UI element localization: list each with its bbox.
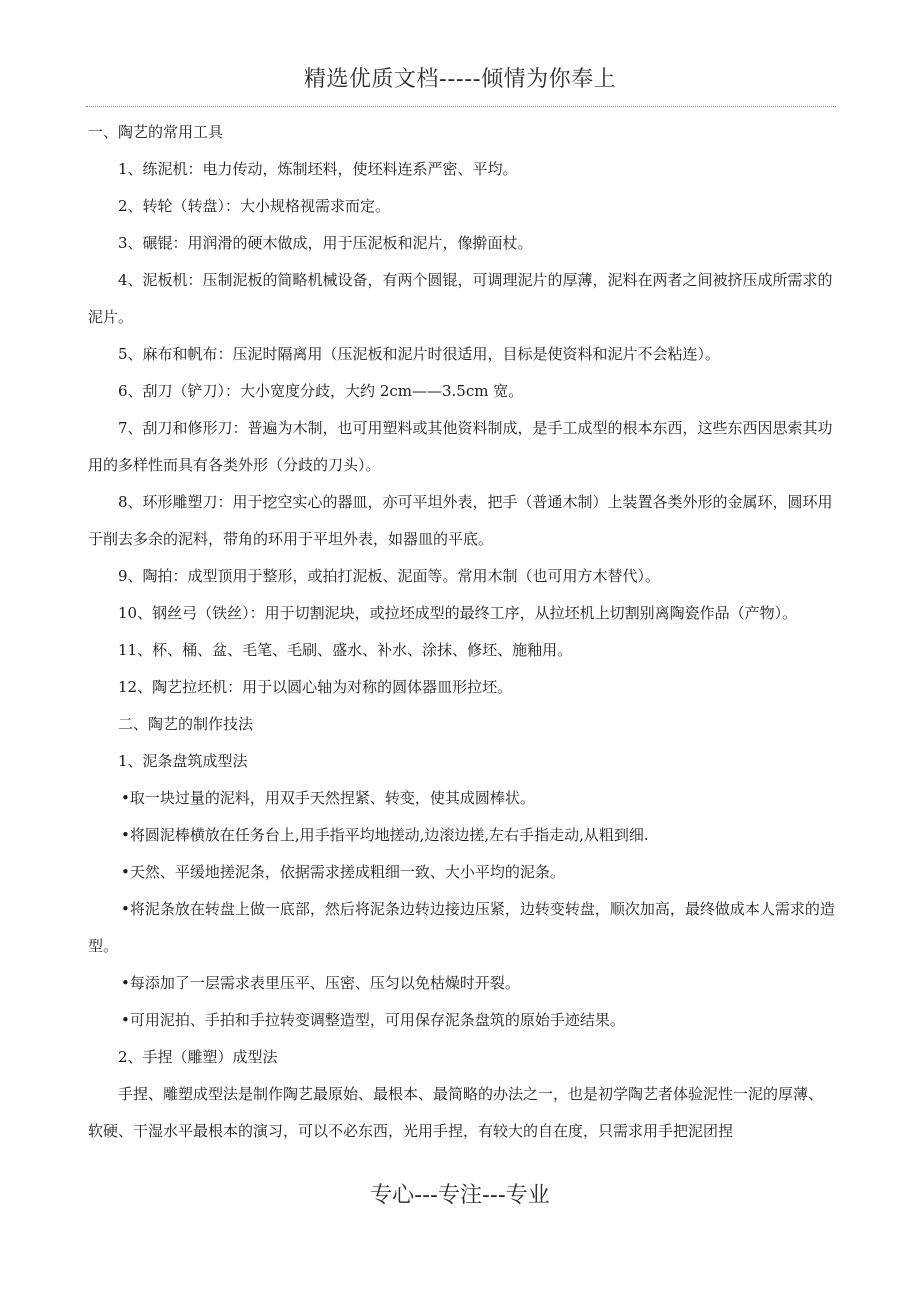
bullet-item: •将泥条放在转盘上做一底部，然后将泥条边转边接边压紧，边转变转盘，顺次加高，最终做成本人需求的造型。	[88, 900, 835, 955]
document-body	[88, 114, 836, 1150]
tool-item: 4、泥板机：压制泥板的简略机械设备，有两个圆锟，可调理泥片的厚薄，泥料在两者之间被挤压成所需求的泥片。	[88, 271, 833, 326]
tool-item: 8、环形雕塑刀：用于挖空实心的器皿，亦可平坦外表，把手（普通木制）上装置各类外形的金属环，圆环用于削去多余的泥料，带角的环用于平坦外表，如器皿的平底。	[88, 493, 833, 548]
tool-item: 2、转轮（转盘）：大小规格视需求而定。	[118, 197, 391, 215]
section-heading-techniques: 二、陶艺的制作技法	[118, 715, 254, 733]
bullet-item: •将圆泥棒横放在任务台上,用手指平均地搓动,边滚边搓,左右手指走动,从粗到细.	[121, 826, 649, 844]
method-heading-coil: 1、泥条盘筑成型法	[118, 752, 248, 770]
page-header-title: 精选优质文档-----倾情为你奉上	[303, 67, 617, 92]
tool-item: 7、刮刀和修形刀：普遍为木制，也可用塑料或其他资料制成，是手工成型的根本东西，这些东西因思索其功用的多样性而具有各类外形（分歧的刀头）。	[88, 419, 833, 474]
tool-item: 12、陶艺拉坯机：用于以圆心轴为对称的圆体器皿形拉坯。	[118, 678, 513, 696]
tool-item: 3、碾锟：用润滑的硬木做成，用于压泥板和泥片，像擀面杖。	[118, 234, 533, 252]
tool-item: 6、刮刀（铲刀）：大小宽度分歧，大约 2cm——3.5cm 宽。	[118, 382, 524, 400]
tool-item: 9、陶拍：成型顶用于整形，或拍打泥板、泥面等。常用木制（也可用方木替代）。	[118, 567, 661, 585]
method-heading-pinch: 2、手捏（雕塑）成型法	[118, 1048, 278, 1066]
section-heading-tools: 一、陶艺的常用工具	[88, 123, 224, 141]
header-divider	[86, 106, 836, 107]
tool-item: 5、麻布和帆布：压泥时隔离用（压泥板和泥片时很适用，目标是使资料和泥片不会粘连）。	[118, 345, 721, 363]
bullet-item: •每添加了一层需求表里压平、压密、压匀以免枯燥时开裂。	[121, 974, 520, 992]
tool-item: 1、练泥机：电力传动，炼制坯料，使坯料连系严密、平均。	[118, 160, 518, 178]
page-footer-text: 专心---专注---专业	[370, 1183, 550, 1208]
bullet-item: •可用泥拍、手拍和手拉转变调整造型，可用保存泥条盘筑的原始手迹结果。	[121, 1011, 625, 1029]
tool-item: 11、杯、桶、盆、毛笔、毛刷、盛水、补水、涂抹、修坯、施釉用。	[118, 641, 573, 659]
tool-item: 10、钢丝弓（铁丝）：用于切割泥块，或拉坯成型的最终工序，从拉坯机上切割别离陶瓷作品（产物）。	[118, 604, 798, 622]
bullet-item: •取一块过量的泥料，用双手天然捏紧、转变，使其成圆棒状。	[121, 789, 535, 807]
body-paragraph: 手捏、雕塑成型法是制作陶艺最原始、最根本、最简略的办法之一，也是初学陶艺者体验泥性一泥的厚薄、软硬、干湿水平最根本的演习，可以不必东西，光用手捏，有较大的自在度，只需求用手把泥团捏	[88, 1085, 824, 1140]
bullet-item: •天然、平缓地搓泥条，依据需求搓成粗细一致、大小平均的泥条。	[121, 863, 565, 881]
